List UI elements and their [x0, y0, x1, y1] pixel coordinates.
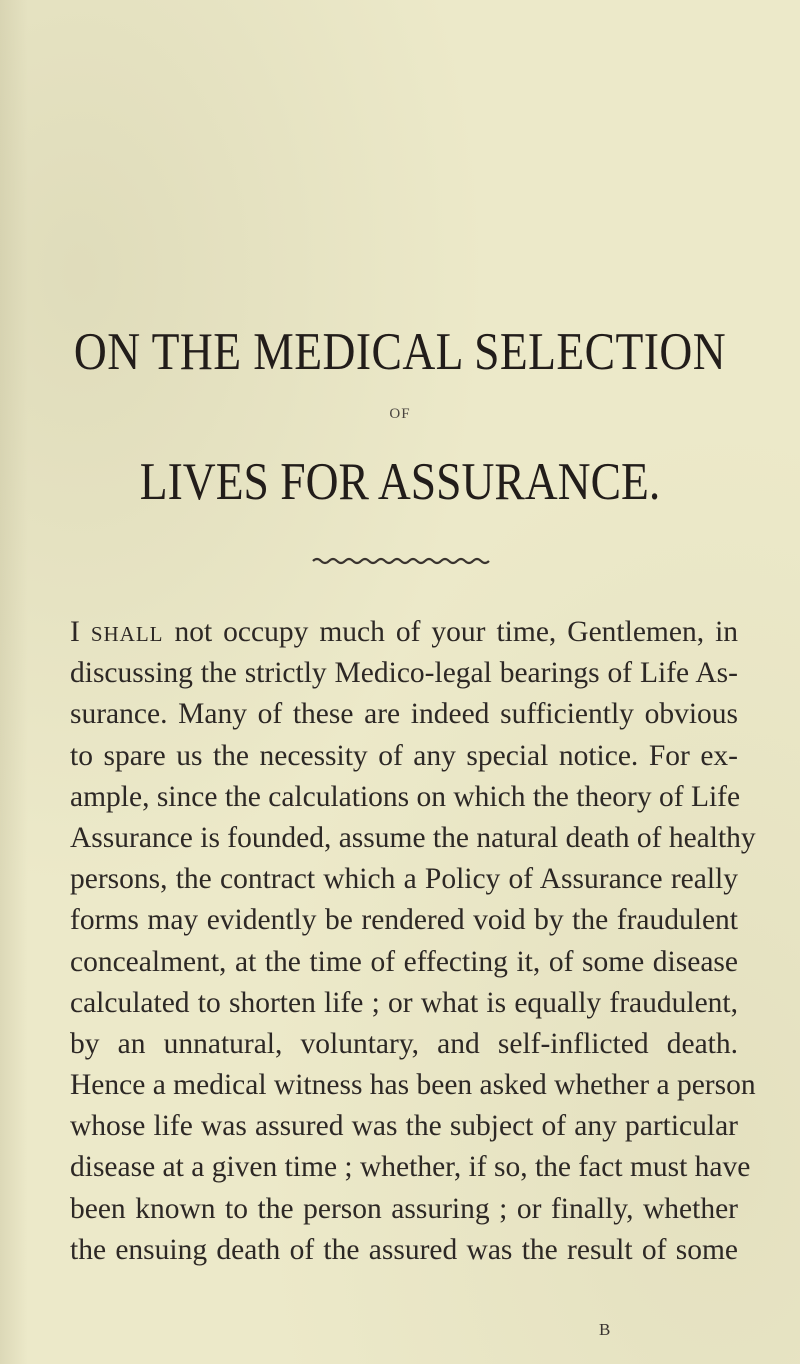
text-line: by an unnatural, voluntary, and self-inflicted death.: [70, 1027, 738, 1060]
text-line: persons, the contract which a Policy of Assurance really: [70, 863, 738, 896]
text-line: surance. Many of these are indeed sufficiently obvious: [70, 698, 738, 731]
text-line: Hence a medical witness has been asked whether a person: [70, 1069, 756, 1102]
page-title: ON THE MEDICAL SELECTION: [73, 323, 727, 381]
text-line: been known to the person assuring ; or finally, whether: [70, 1192, 738, 1225]
page-subtitle: LIVES FOR ASSURANCE.: [139, 453, 661, 511]
text-line: Assurance is founded, assume the natural death of healthy: [70, 821, 756, 854]
text-line: ample, since the calculations on which the theory of Life: [70, 780, 741, 813]
wavy-rule-ornament: [311, 556, 491, 566]
signature-mark: B: [599, 1320, 611, 1339]
text-line: discussing the strictly Medico-legal bearings of Life As-: [70, 657, 738, 690]
text-line: disease at a given time ; whether, if so, the fact must have: [70, 1151, 751, 1184]
text-line-content: not occupy much of your time, Gentlemen, in: [163, 616, 739, 648]
text-line: whose life was assured was the subject of any particular: [70, 1110, 738, 1143]
text-line: calculated to shorten life ; or what is equally fraudulent,: [70, 986, 738, 1019]
text-line: concealment, at the time of effecting it, of some disease: [70, 945, 738, 978]
body-paragraph: [70, 612, 756, 1271]
text-line: to spare us the necessity of any special notice. For ex-: [70, 739, 738, 772]
text-line: [70, 612, 738, 653]
opening-word: I: [70, 616, 80, 648]
text-line: forms may evidently be rendered void by the fraudulent: [70, 904, 738, 937]
text-line: the ensuing death of the assured was the result of some: [70, 1233, 738, 1266]
opening-smallcaps: shall: [90, 616, 164, 648]
title-connector: OF: [389, 406, 411, 422]
